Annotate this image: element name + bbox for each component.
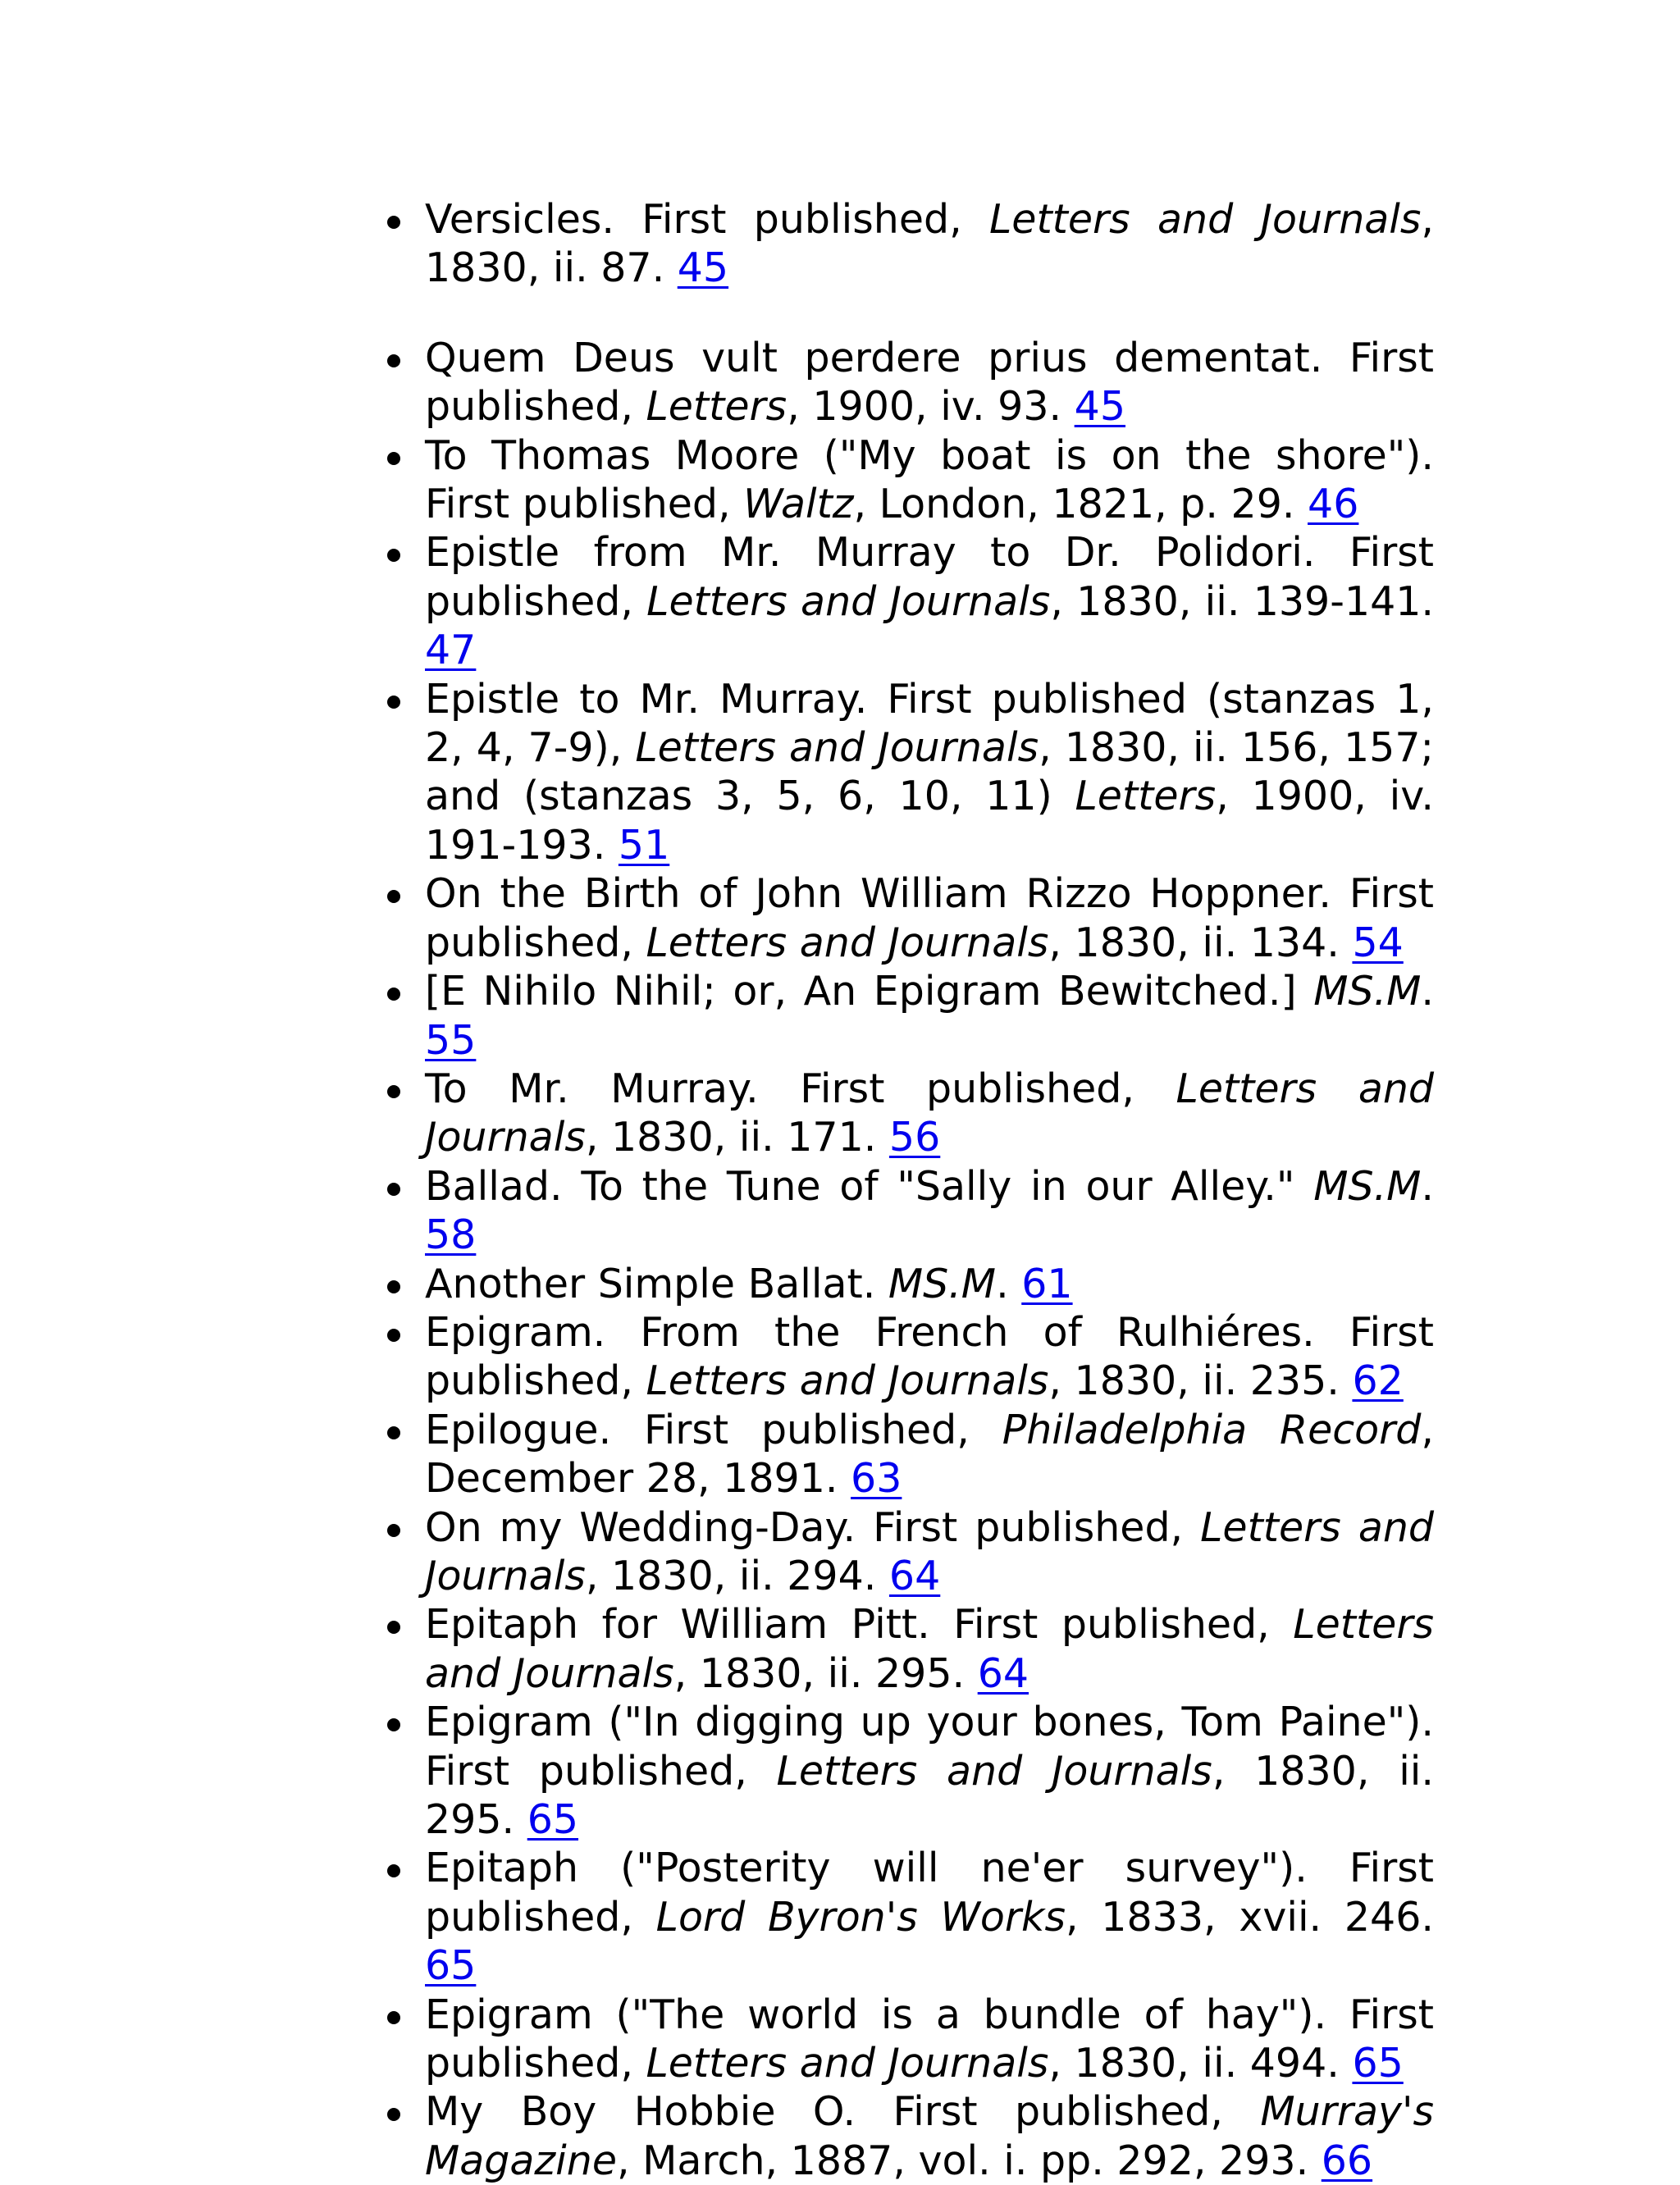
list-item	[425, 1503, 1434, 1601]
entry-text: Quem Deus vult perdere prius dementat. First published,	[425, 334, 1434, 431]
list-item	[425, 1406, 1434, 1503]
bullet-icon	[387, 216, 400, 229]
source-title: Letters and Journals	[425, 1503, 1435, 1599]
source-title: Waltz	[743, 481, 854, 528]
source-title: Letters and Journals	[646, 1357, 1049, 1405]
source-title: Letters and Journals	[646, 577, 1051, 625]
bullet-icon	[387, 988, 400, 1001]
list-item	[425, 1844, 1434, 1990]
entry-text: , 1830, ii. 139-141.	[1050, 577, 1434, 625]
entry-text: , 1830, ii. 87.	[425, 196, 1434, 292]
entry-text: , 1833, xvii. 246.	[1065, 1893, 1434, 1941]
list-item	[425, 1991, 1434, 2088]
source-title: Lord Byron's Works	[655, 1893, 1066, 1941]
source-title: Murray's Magazine	[425, 2088, 1434, 2184]
page-number-link[interactable]: 45	[677, 244, 729, 292]
source-title: Letters and Journals	[425, 1601, 1434, 1697]
list-item	[425, 1065, 1434, 1162]
entry-text: Epigram. From the French of Rulhiéres. First published,	[425, 1308, 1434, 1405]
entry-text: .	[1421, 1162, 1434, 1210]
entry-text: Another Simple Ballat.	[425, 1260, 888, 1307]
source-title: Philadelphia Record	[1002, 1406, 1422, 1453]
bullet-icon	[387, 1621, 400, 1634]
source-title: Letters and Journals	[425, 1065, 1434, 1161]
bullet-icon	[387, 2011, 400, 2024]
bullet-icon	[387, 696, 400, 709]
page-number-link[interactable]: 45	[1074, 383, 1126, 431]
page-number-link[interactable]: 46	[1308, 481, 1359, 528]
bullet-icon	[387, 1718, 400, 1731]
entry-text: .	[1421, 968, 1434, 1015]
entry-text: .	[996, 1260, 1022, 1307]
entry-text: Epigram ("The world is a bundle of hay"). First published,	[425, 1991, 1434, 2087]
entry-text: , 1830, ii. 134.	[1048, 919, 1353, 966]
entry-text: , 1830, ii. 494.	[1048, 2040, 1353, 2087]
page-number-link[interactable]: 54	[1352, 919, 1404, 966]
list-item	[425, 1308, 1434, 1406]
entry-text: , 1900, iv. 191-193.	[425, 773, 1434, 869]
list-item	[425, 431, 1434, 529]
bullet-icon	[387, 1280, 400, 1293]
entry-text: Epitaph ("Posterity will ne'er survey"). First published,	[425, 1845, 1434, 1941]
bullet-icon	[387, 1183, 400, 1196]
source-title: Letters and Journals	[646, 919, 1049, 966]
list-item	[425, 1600, 1434, 1698]
list-item	[425, 869, 1434, 967]
bullet-icon	[387, 1426, 400, 1439]
source-title: Letters	[646, 383, 788, 431]
entry-text: , 1830, ii. 156, 157; and (stanzas 3, 5, 6, 10, 11)	[425, 724, 1435, 820]
entry-text: , 1900, iv. 93.	[787, 383, 1075, 431]
list-item	[425, 528, 1434, 674]
page-number-link[interactable]: 65	[425, 1942, 477, 1990]
list-item	[425, 1162, 1434, 1260]
source-title: MS.M	[1313, 1162, 1422, 1210]
list-item	[425, 967, 1434, 1065]
list-item	[425, 675, 1434, 870]
entry-text: Epistle to Mr. Murray. First published (stanzas 1, 2, 4, 7-9),	[425, 675, 1434, 772]
bullet-icon	[387, 890, 400, 903]
bullet-icon	[387, 1329, 400, 1342]
bullet-icon	[387, 549, 400, 562]
page-number-link[interactable]: 64	[977, 1649, 1029, 1697]
list-item	[425, 1260, 1434, 1308]
entry-text: , 1830, ii. 171.	[585, 1114, 889, 1161]
bullet-icon	[387, 354, 400, 367]
list-item	[425, 1698, 1434, 1844]
page-number-link[interactable]: 65	[1352, 2040, 1404, 2087]
entry-text: Epigram ("In digging up your bones, Tom Paine"). First published,	[425, 1699, 1434, 1795]
entry-text: [E Nihilo Nihil; or, An Epigram Bewitched.]	[425, 968, 1314, 1015]
entry-text: , London, 1821, p. 29.	[853, 481, 1308, 528]
source-title: Letters and Journals	[635, 724, 1039, 772]
page-number-link[interactable]: 66	[1321, 2137, 1373, 2184]
entry-text: Epitaph for William Pitt. First published,	[425, 1601, 1294, 1649]
list-item	[425, 195, 1434, 293]
entry-text: Versicles. First published,	[425, 196, 989, 243]
source-title: Letters and Journals	[776, 1747, 1212, 1795]
page-number-link[interactable]: 61	[1021, 1260, 1073, 1307]
entry-text: , 1830, ii. 294.	[585, 1552, 889, 1599]
entry-text: To Mr. Murray. First published,	[425, 1065, 1176, 1112]
entry-text: Epistle from Mr. Murray to Dr. Polidori. First published,	[425, 529, 1434, 625]
entry-text: On the Birth of John William Rizzo Hoppner. First published,	[425, 870, 1434, 966]
page-number-link[interactable]: 55	[425, 1016, 477, 1064]
source-title: Letters and Journals	[646, 2040, 1049, 2087]
list-item	[425, 334, 1434, 431]
page-number-link[interactable]: 65	[527, 1796, 579, 1843]
entry-text: , December 28, 1891.	[425, 1406, 1434, 1503]
entry-text: Ballad. To the Tune of "Sally in our Alley."	[425, 1162, 1314, 1210]
list-item	[425, 2087, 1434, 2185]
entry-text: On my Wedding-Day. First published,	[425, 1503, 1201, 1551]
page-number-link[interactable]: 58	[425, 1211, 477, 1259]
entry-text: , 1830, ii. 235.	[1048, 1357, 1353, 1405]
source-title: MS.M	[1313, 968, 1422, 1015]
page-number-link[interactable]: 62	[1352, 1357, 1404, 1405]
page-number-link[interactable]: 56	[888, 1114, 941, 1161]
entry-text: , March, 1887, vol. i. pp. 292, 293.	[616, 2137, 1322, 2184]
contents-list	[425, 195, 1434, 2185]
entry-text: My Boy Hobbie O. First published,	[425, 2088, 1261, 2136]
entry-text: Epilogue. First published,	[425, 1406, 1002, 1453]
source-title: Letters	[1075, 773, 1217, 820]
entry-text: , 1830, ii. 295.	[425, 1747, 1434, 1843]
bullet-icon	[387, 1085, 400, 1098]
bullet-icon	[387, 1524, 400, 1537]
source-title: Letters and Journals	[989, 196, 1422, 243]
page-number-link[interactable]: 64	[888, 1552, 941, 1599]
page-number-link[interactable]: 63	[851, 1455, 902, 1503]
bullet-icon	[387, 1864, 400, 1877]
bullet-icon	[387, 2108, 400, 2121]
page-number-link[interactable]: 47	[425, 627, 477, 674]
entry-text: , 1830, ii. 295.	[673, 1649, 978, 1697]
contents-list-container	[425, 195, 1434, 2185]
entry-text: To Thomas Moore ("My boat is on the shore"). First published,	[425, 431, 1434, 528]
page-number-link[interactable]: 51	[618, 821, 670, 869]
source-title: MS.M	[888, 1260, 997, 1307]
bullet-icon	[387, 452, 400, 465]
